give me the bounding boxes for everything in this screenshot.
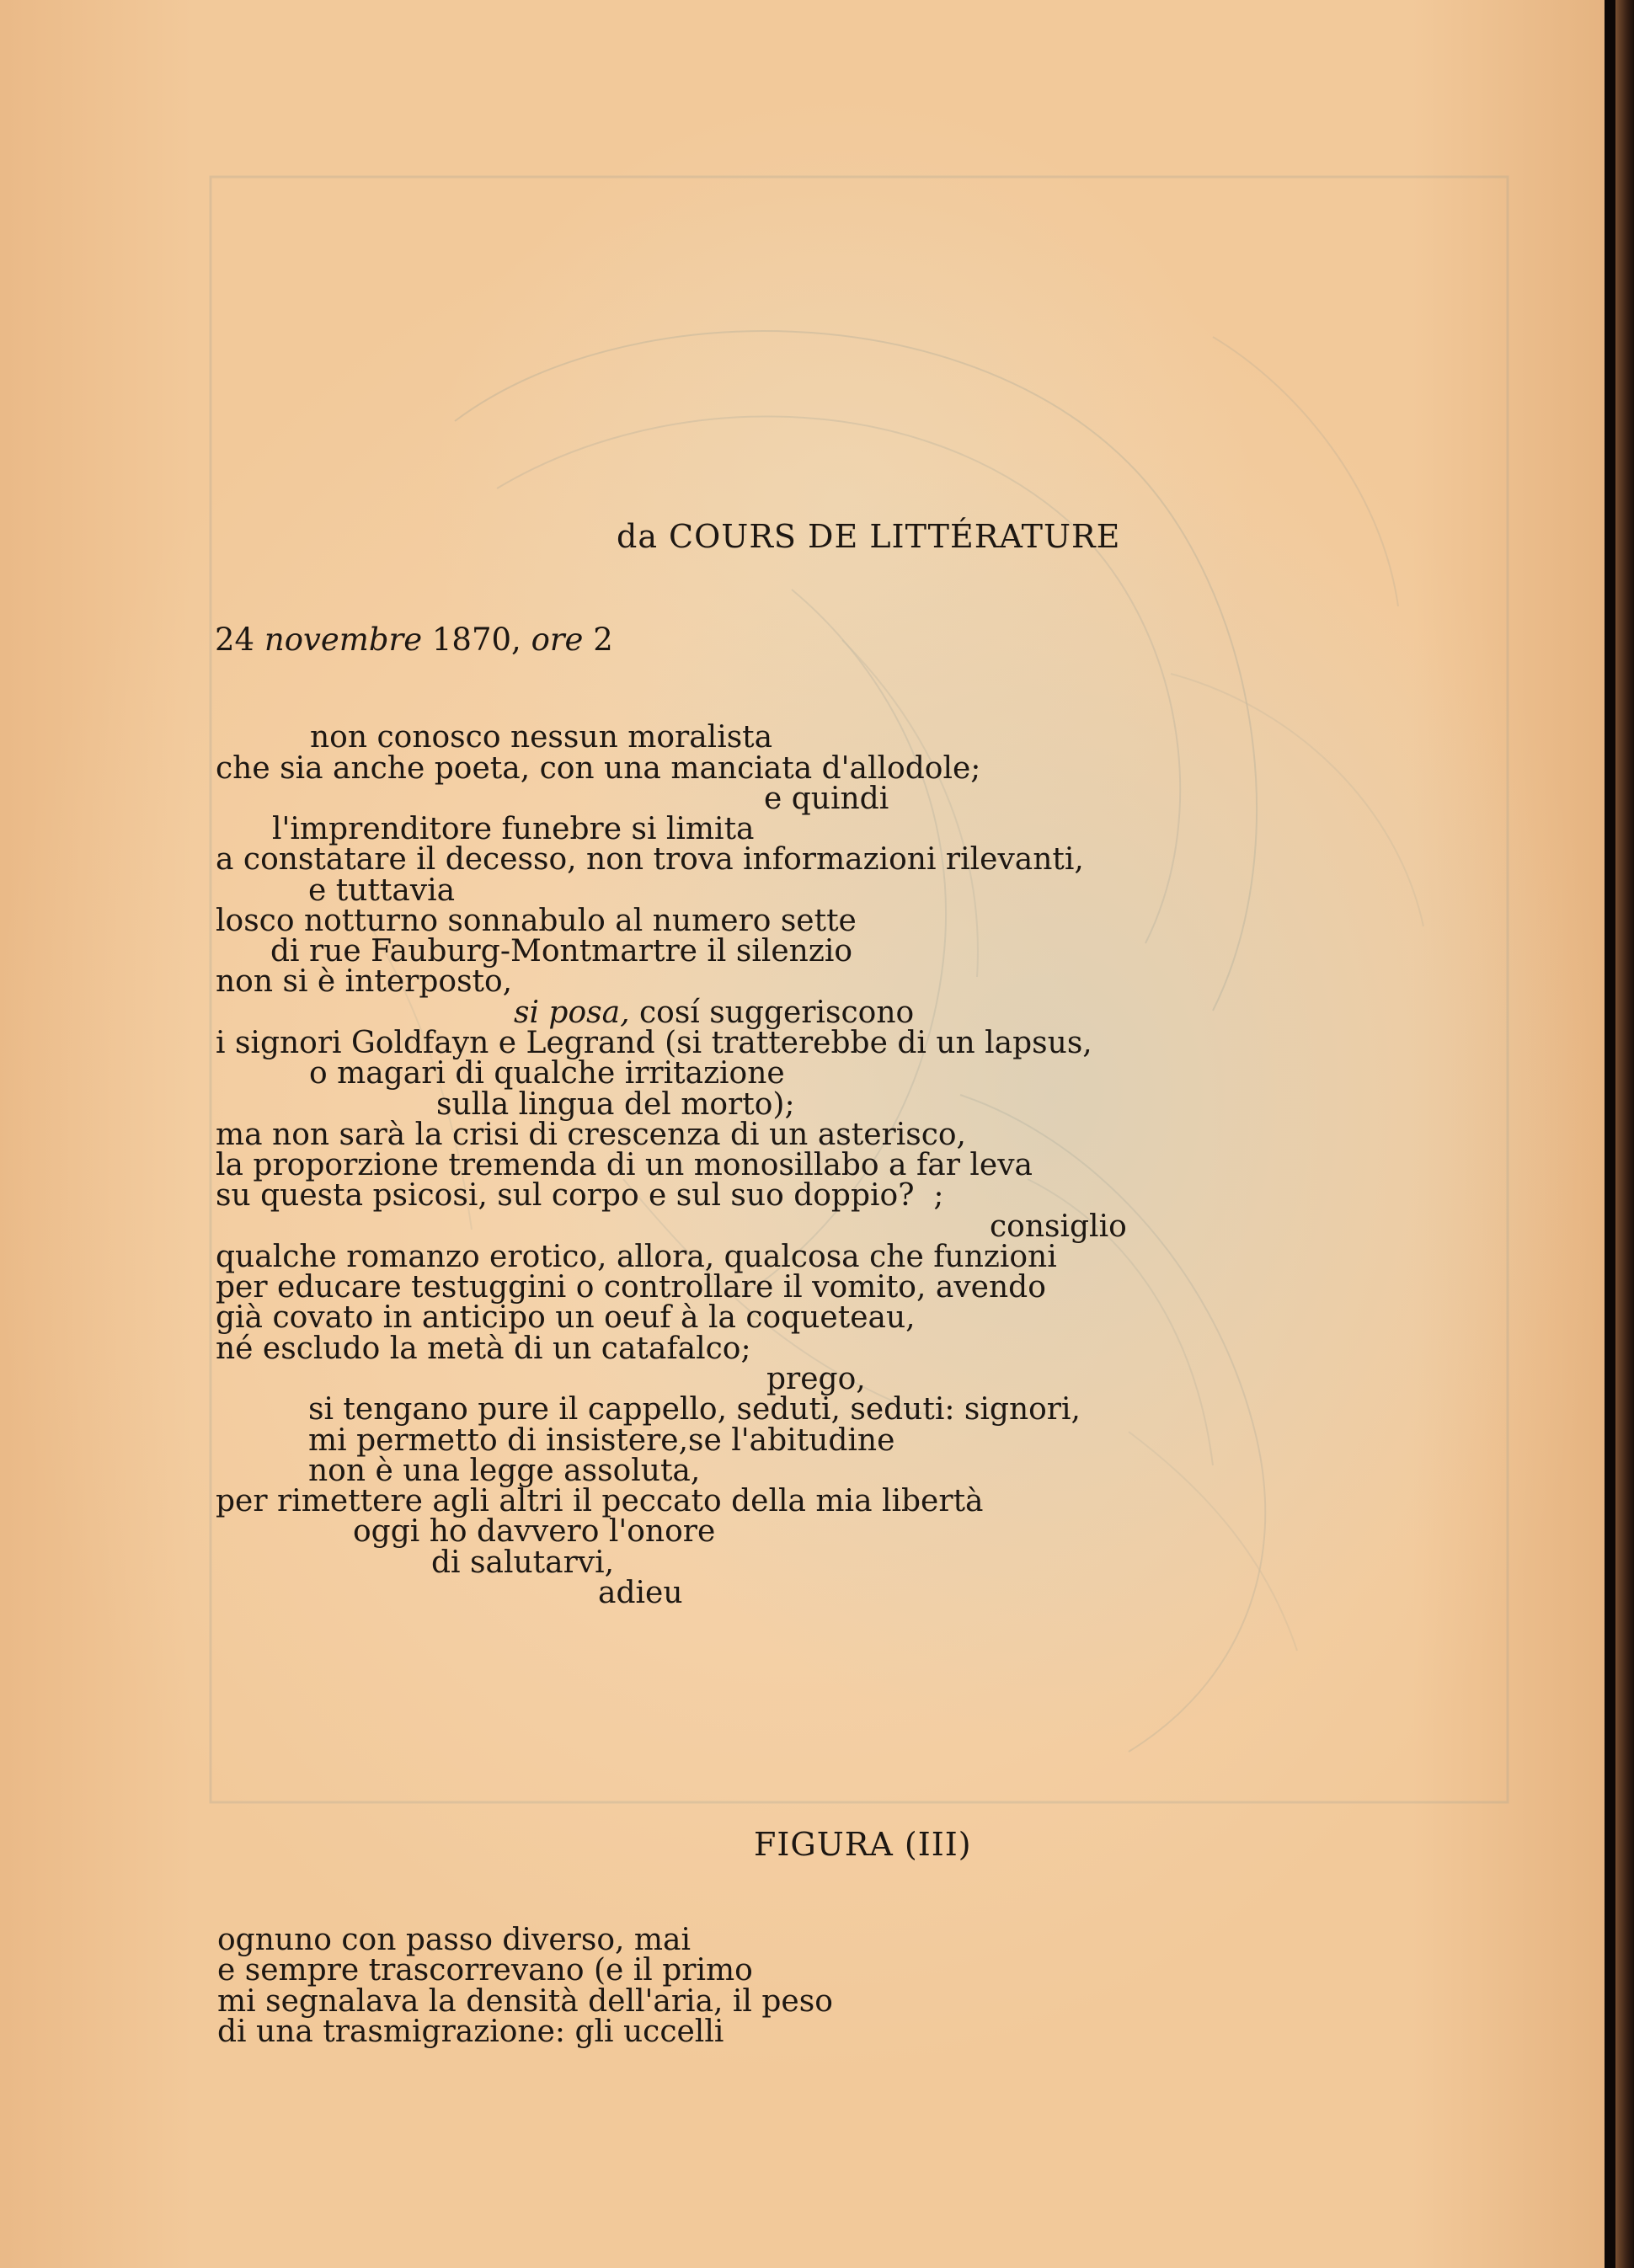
- poem-line: per rimettere agli altri il peccato della mia libertà: [216, 1484, 984, 1518]
- poem-line: si tengano pure il cappello, seduti, seduti: signori,: [308, 1392, 1081, 1427]
- poem-line: e tuttavia: [308, 873, 456, 908]
- poem-line: di rue Fauburg-Montmartre il silenzio: [270, 934, 853, 969]
- poem-line: [514, 996, 914, 1030]
- poem-date: [215, 622, 613, 658]
- poem-line: oggi ho davvero l'onore: [353, 1514, 716, 1549]
- poem-line: e sempre trascorrevano (e il primo: [217, 1953, 753, 1988]
- poem-line: di una trasmigrazione: gli uccelli: [217, 2015, 724, 2049]
- poem-line: e quindi: [764, 782, 889, 816]
- poem-line: su questa psicosi, sul corpo e sul suo doppio? ;: [216, 1178, 944, 1213]
- poem-line: sulla lingua del morto);: [436, 1087, 795, 1122]
- poem-line: la proporzione tremenda di un monosillabo a far leva: [216, 1148, 1033, 1182]
- poem-line-text: cosí suggeriscono: [638, 995, 915, 1030]
- poem-line: ognuno con passo diverso, mai: [217, 1923, 691, 1957]
- poem-title: da COURS DE LITTÉRATURE: [617, 518, 1121, 555]
- poem-line: né escludo la metà di un catafalco;: [216, 1331, 751, 1366]
- poem-line: non si è interposto,: [216, 964, 513, 999]
- poem-line: prego,: [766, 1362, 866, 1396]
- poem-line: che sia anche poeta, con una manciata d'allodole;: [216, 751, 981, 786]
- poem-line: a constatare il decesso, non trova informazioni rilevanti,: [216, 842, 1084, 877]
- poem-line: adieu: [598, 1576, 683, 1610]
- poem-line: già covato in anticipo un oeuf à la coqueteau,: [216, 1300, 916, 1335]
- poem-line: non è una legge assoluta,: [308, 1454, 701, 1488]
- section-title: FIGURA (III): [754, 1826, 972, 1863]
- date-hour-word: ore: [531, 622, 584, 658]
- date-hour: 2: [593, 622, 613, 658]
- date-year: 1870,: [431, 622, 521, 658]
- poem-line: non conosco nessun moralista: [310, 720, 773, 755]
- poem-line: qualche romanzo erotico, allora, qualcosa che funzioni: [216, 1240, 1057, 1274]
- poem-line: di salutarvi,: [431, 1545, 615, 1580]
- poem-line: ma non sarà la crisi di crescenza di un asterisco,: [216, 1118, 966, 1152]
- poem-line: mi permetto di insistere,se l'abitudine: [308, 1423, 895, 1458]
- date-day: 24: [215, 622, 255, 658]
- poem-line: mi segnalava la densità dell'aria, il peso: [217, 1984, 833, 2019]
- italic-phrase: si posa,: [514, 995, 630, 1030]
- page-edge-shadow: [1615, 0, 1634, 2268]
- poem-line: consiglio: [990, 1209, 1127, 1244]
- date-month: novembre: [264, 622, 423, 658]
- poem-line: l'imprenditore funebre si limita: [272, 812, 755, 846]
- poem-line: i signori Goldfayn e Legrand (si tratterebbe di un lapsus,: [216, 1026, 1092, 1060]
- poem-line: losco notturno sonnabulo al numero sette: [216, 904, 857, 938]
- poem-line: per educare testuggini o controllare il vomito, avendo: [216, 1270, 1046, 1305]
- poem-line: o magari di qualche irritazione: [309, 1056, 785, 1091]
